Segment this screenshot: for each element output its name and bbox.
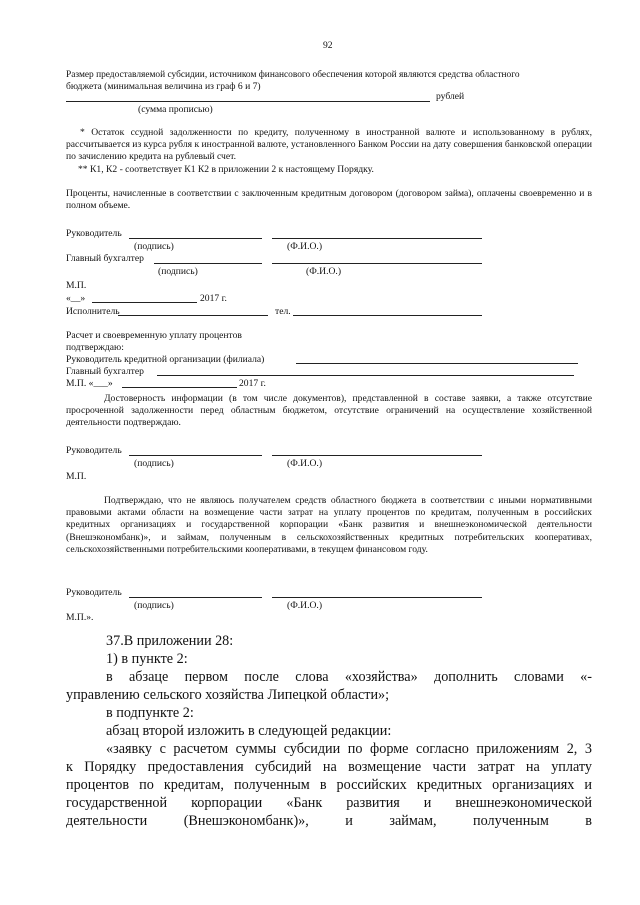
phone-line — [293, 315, 482, 316]
bank-seal-date: М.П. «___» — [66, 378, 113, 389]
head-signature-line — [129, 238, 262, 239]
seal-label-3: М.П.». — [66, 612, 94, 623]
name-caption-3: (Ф.И.О.) — [287, 458, 323, 469]
signature-caption-2: (подпись) — [158, 266, 198, 277]
head-label: Руководитель — [66, 228, 122, 239]
bank-date-year: 2017 г. — [239, 378, 266, 389]
sub-point: в подпункте 2: — [106, 705, 194, 721]
footnote-currency: * Остаток ссудной задолженности по кредиту, полученному в иностранной валюте и использованному в рублях, рассчитывается из курса рубля к иностранной валюте, установленного Банком России на дату совершения банковской операции по зачислению кредита на рублевый счет. — [66, 127, 592, 163]
quote-line4: государственной корпорации «Банк развития и внешнеэкономической — [66, 795, 592, 811]
bank-head-line — [296, 363, 578, 364]
quote-line2: к Порядку предоставления субсидий на возмещение части затрат на уплату — [66, 759, 592, 775]
sub-item-1: 1) в пункте 2: — [106, 651, 188, 667]
bank-head-label: Руководитель кредитной организации (филиала) — [66, 354, 265, 365]
subsidy-amount-line — [66, 101, 430, 102]
bank-accountant-line — [157, 375, 574, 376]
item-37: 37.В приложении 28: — [106, 633, 234, 649]
head-signature-line-2 — [129, 455, 262, 456]
accountant-name-line — [272, 263, 482, 264]
head-signature-line-3 — [129, 597, 262, 598]
bank-confirm-line2: подтверждаю: — [66, 342, 124, 353]
quote-line3: процентов по кредитам, полученным в российских кредитных организациях и — [66, 777, 592, 793]
seal-label-2: М.П. — [66, 471, 87, 482]
date-prefix: «__» — [66, 293, 86, 304]
signature-caption-4: (подпись) — [134, 600, 174, 611]
signature-caption: (подпись) — [134, 241, 174, 252]
para-a-line2: управлению сельского хозяйства Липецкой области»; — [66, 687, 390, 703]
head-name-line — [272, 238, 482, 239]
head-name-line-3 — [272, 597, 482, 598]
bank-confirm-line1: Расчет и своевременную уплату процентов — [66, 330, 242, 341]
head-name-line-2 — [272, 455, 482, 456]
executor-label: Исполнитель — [66, 306, 120, 317]
name-caption-2: (Ф.И.О.) — [306, 266, 342, 277]
head-label-3: Руководитель — [66, 587, 122, 598]
para-b: абзац второй изложить в следующей редакции: — [106, 723, 392, 739]
quote-line5: деятельности (Внешэкономбанк)», и займам, полученным в — [66, 813, 592, 829]
bank-accountant-label: Главный бухгалтер — [66, 366, 144, 377]
quote-line1: «заявку с расчетом суммы субсидии по форме согласно приложениям 2, 3 — [106, 741, 592, 757]
date-year: 2017 г. — [200, 293, 227, 304]
bank-date-line — [122, 387, 237, 388]
footnote-k1-k2: ** К1, К2 - соответствует К1 К2 в приложении 2 к настоящему Порядку. — [78, 164, 374, 175]
head-label-2: Руководитель — [66, 445, 122, 456]
executor-line — [118, 315, 268, 316]
name-caption-4: (Ф.И.О.) — [287, 600, 323, 611]
accountant-signature-line — [154, 263, 262, 264]
reliability-statement: Достоверность информации (в том числе документов), представленной в составе заявки, а также отсутствие просроченной задолженности перед областным бюджетом, отсутствие ограничений на осуществление хозяйственной деятельности подтверждаю. — [66, 393, 592, 429]
accountant-label: Главный бухгалтер — [66, 253, 144, 264]
name-caption: (Ф.И.О.) — [287, 241, 323, 252]
signature-caption-3: (подпись) — [134, 458, 174, 469]
page-number: 92 — [323, 40, 333, 51]
subsidy-currency: рублей — [436, 91, 465, 102]
subsidy-text-line1: Размер предоставляемой субсидии, источником финансового обеспечения которой являются средства областного — [66, 70, 520, 80]
seal-label: М.П. — [66, 280, 87, 291]
phone-label: тел. — [275, 306, 291, 317]
date-line — [92, 302, 197, 303]
interest-paid-statement: Проценты, начисленные в соответствии с заключенным кредитным договором (договором займа), оплачены своевременно и в полном объеме. — [66, 188, 592, 212]
subsidy-text-line2: бюджета (минимальная величина из граф 6 и 7) — [66, 81, 261, 92]
para-a-line1: в абзаце первом после слова «хозяйства» дополнить словами «- — [106, 669, 592, 685]
subsidy-words-caption: (сумма прописью) — [138, 104, 213, 115]
not-recipient-statement: Подтверждаю, что не являюсь получателем средств областного бюджета в соответствии с иными нормативными правовыми актами области на возмещение части затрат на уплату процентов по кредитам, полученным в российских кредитных организациях и государственной корпорации «Банк развития и внешнеэкономической деятельности (Внешэкономбанк)», и займам, полученным в сельскохозяйственных кредитных потребительских кооперативах, сельскохозяйственными потребительскими кооперативами, в текущем финансовом году. — [66, 495, 592, 555]
